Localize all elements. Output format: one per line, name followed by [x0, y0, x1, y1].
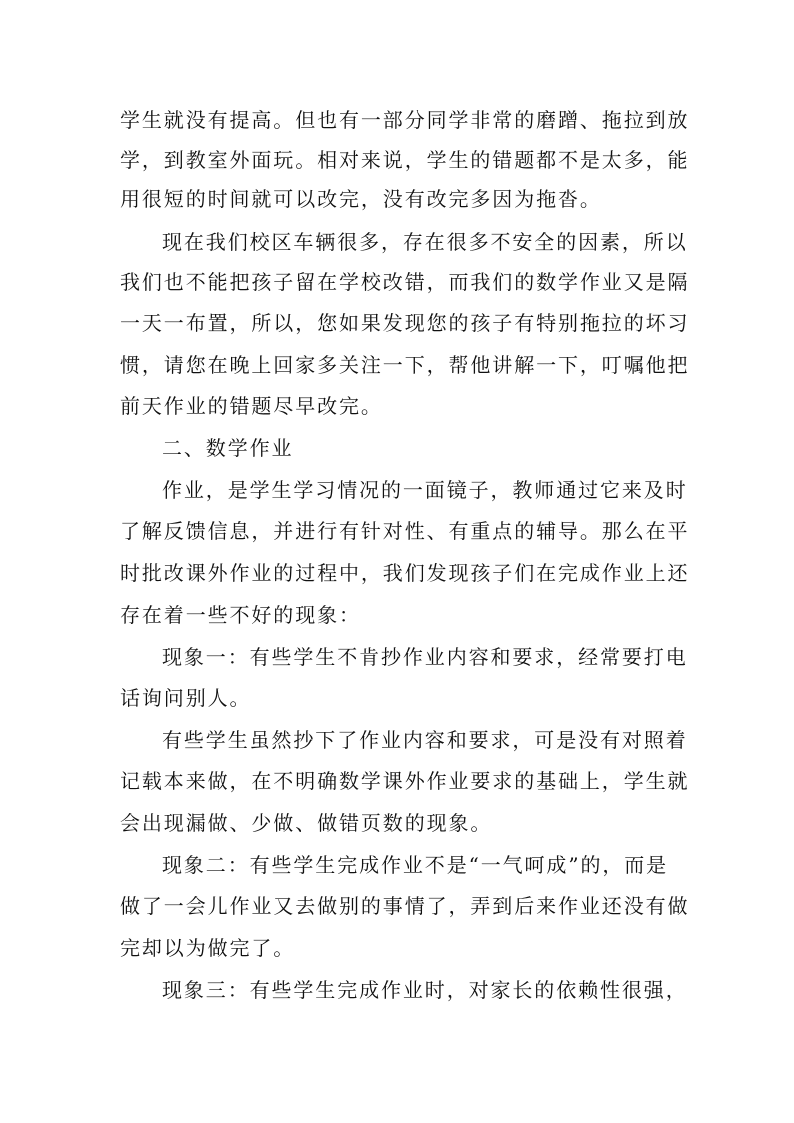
text-line: 现在我们校区车辆很多，存在很多不安全的因素，所以 [162, 230, 688, 254]
text-line: 学生就没有提高。但也有一部分同学非常的磨蹭、拖拉到放 [120, 108, 690, 132]
text-line: 完却以为做完了。 [120, 936, 296, 960]
text-line: 时批改课外作业的过程中，我们发现孩子们在完成作业上还 [120, 561, 690, 585]
text-line: 前天作业的错题尽早改完。 [120, 394, 383, 418]
text-line: 现象一：有些学生不肯抄作业内容和要求，经常要打电 [162, 645, 688, 669]
section-heading: 二、数学作业 [162, 436, 294, 460]
text-line: 有些学生虽然抄下了作业内容和要求，可是没有对照着 [162, 728, 688, 752]
text-line: 学，到教室外面玩。相对来说，学生的错题都不是太多，能 [120, 148, 690, 172]
text-line: 用很短的时间就可以改完，没有改完多因为拖沓。 [120, 187, 602, 211]
text-line: 话询问别人。 [120, 686, 252, 710]
text-line: 现象三：有些学生完成作业时，对家长的依赖性很强， [162, 978, 688, 1002]
text-line: 存在着一些不好的现象： [120, 603, 361, 627]
text-line: 我们也不能把孩子留在学校改错，而我们的数学作业又是隔 [120, 270, 690, 294]
text-line: 作业，是学生学习情况的一面镜子，教师通过它来及时 [162, 478, 688, 502]
text-line: 会出现漏做、少做、做错页数的现象。 [120, 811, 493, 835]
text-line: 了解反馈信息，并进行有针对性、有重点的辅导。那么在平 [120, 519, 690, 543]
text-line: 一天一布置，所以，您如果发现您的孩子有特别拖拉的坏习 [120, 311, 690, 335]
text-line: 惯，请您在晚上回家多关注一下，帮他讲解一下，叮嘱他把 [120, 353, 690, 377]
text-line: 记载本来做，在不明确数学课外作业要求的基础上，学生就 [120, 769, 690, 793]
text-line: 做了一会儿作业又去做别的事情了，弄到后来作业还没有做 [120, 894, 690, 918]
text-line: 现象二：有些学生完成作业不是“一气呵成”的，而是 [162, 853, 669, 877]
